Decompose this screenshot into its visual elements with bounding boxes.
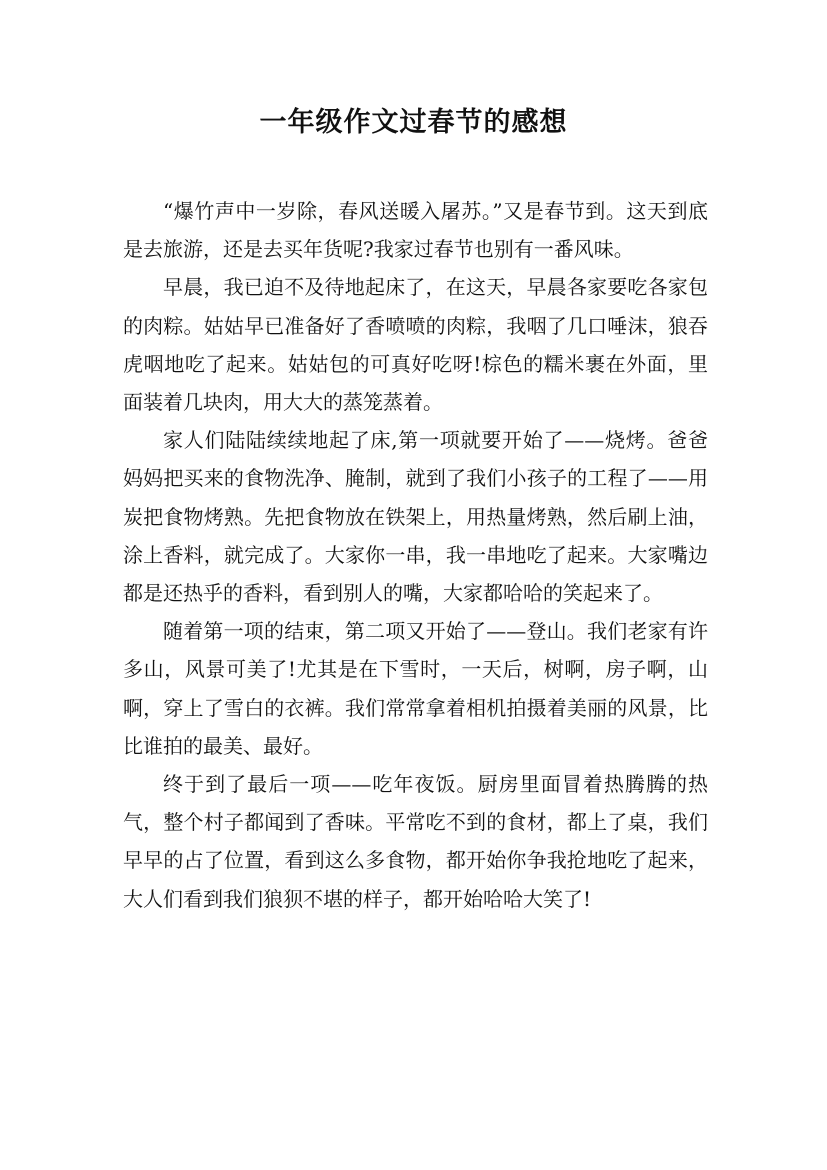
paragraph-4: 随着第一项的结束，第二项又开始了——登山。我们老家有许多山，风景可美了!尤其是在下雪时，一天后，树啊，房子啊，山啊，穿上了雪白的衣裤。我们常常拿着相机拍摄着美丽的风景，比比谁拍的最美、最好。 xyxy=(123,619,708,758)
document-title: 一年级作文过春节的感想 xyxy=(259,107,568,138)
paragraph-3: 家人们陆陆续续地起了床,第一项就要开始了——烧烤。爸爸妈妈把买来的食物洗净、腌制，就到了我们小孩子的工程了——用炭把食物烤熟。先把食物放在铁架上，用热量烤熟，然后刷上油，涂上香料，就完成了。大家你一串，我一串地吃了起来。大家嘴边都是还热乎的香料，看到别人的嘴，大家都哈哈的笑起来了。 xyxy=(123,428,708,606)
document-body xyxy=(123,192,708,918)
paragraph-2: 早晨，我已迫不及待地起床了，在这天，早晨各家要吃各家包的肉粽。姑姑早已准备好了香喷喷的肉粽，我咽了几口唾沫，狼吞虎咽地吃了起来。姑姑包的可真好吃呀!棕色的糯米裹在外面，里面装着几块肉，用大大的蒸笼蒸着。 xyxy=(123,275,708,415)
paragraph-1: “爆竹声中一岁除，春风送暖入屠苏。”又是春节到。这天到底是去旅游，还是去买年货呢?我家过春节也别有一番风味。 xyxy=(123,199,708,262)
paragraph-5: 终于到了最后一项——吃年夜饭。厨房里面冒着热腾腾的热气，整个村子都闻到了香味。平常吃不到的食材，都上了桌，我们早早的占了位置，看到这么多食物，都开始你争我抢地吃了起来，大人们看到我们狼狈不堪的样子，都开始哈哈大笑了! xyxy=(123,772,708,911)
